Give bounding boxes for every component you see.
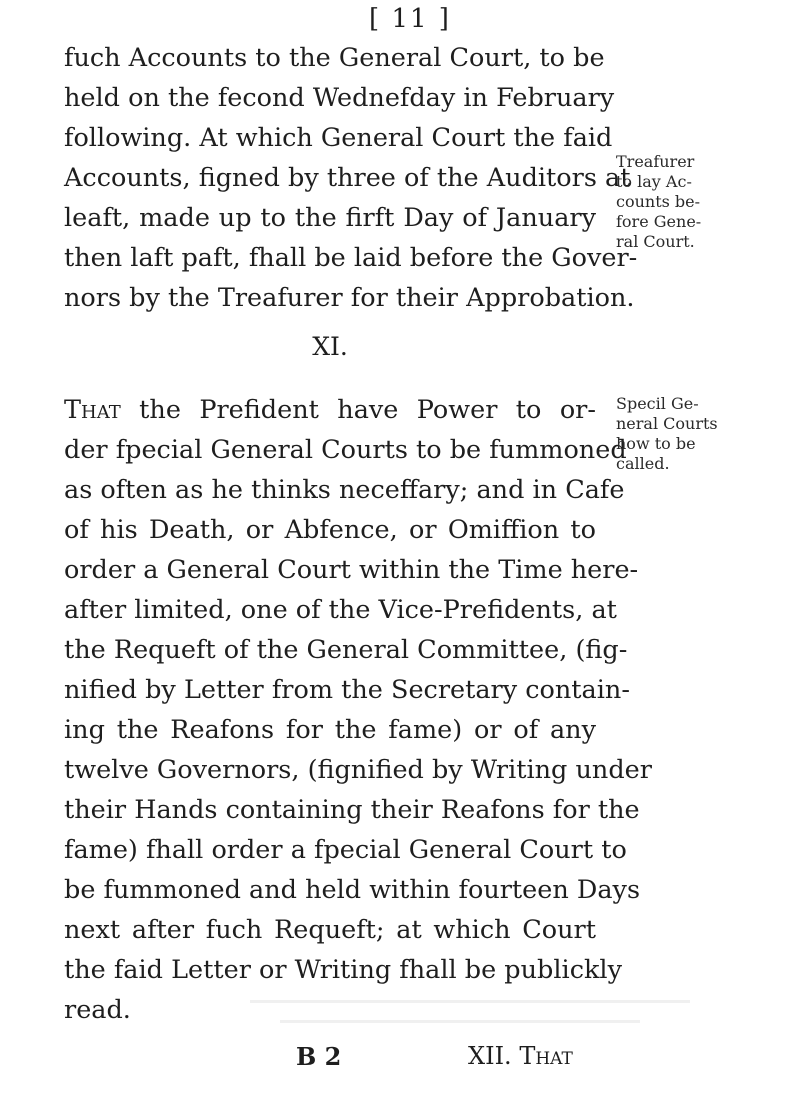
paragraph-1 [64,38,638,318]
paragraph-2-first-line-rest: the Prefident have Power to or- [120,395,596,425]
paragraph-2-line: read. [64,995,131,1025]
paragraph-1-line: then laft paft, fhall be laid before the Gover- [64,243,638,273]
paragraph-2-line: after limited, one of the Vice-Prefidents, at [64,595,617,625]
paragraph-2-line: fame) fhall order a fpecial General Court to [64,835,627,865]
catchword-word: That [519,1042,573,1070]
paragraph-2-line: order a General Court within the Time here- [64,555,639,585]
catchword-numeral: XII. [468,1042,512,1070]
margin-note-line: counts be- [616,192,701,211]
catchword [468,1042,573,1070]
paragraph-2-line: the faid Letter or Writing fhall be publickly [64,955,622,985]
paragraph-1-line [64,78,615,118]
show-through-smudge [240,990,700,1040]
paragraph-2-line: ing the Reafons for the fame) or of any [64,715,596,745]
paragraph-2-line: as often as he thinks neceffary; and in Cafe [64,475,625,505]
margin-note-special-courts [616,394,726,474]
margin-note-line: neral Courts [616,414,718,433]
paragraph-1-line: leaft, made up to the firft Day of January [64,203,596,233]
margin-note-line: ral Court. [616,232,695,251]
section-heading: XI. [312,332,348,361]
margin-note-line: Treafurer [616,152,695,171]
paragraph-2-line: of his Death, or Abfence, or Omiffion to [64,515,596,545]
paragraph-2-line: twelve Governors, (fignified by Writing under [64,755,652,785]
paragraph-1-line: Accounts, figned by three of the Auditors at [64,163,631,193]
paragraph-1-line-text: held on the fecond Wednefday in February [64,83,615,113]
paragraph-2-first-word: That [64,395,121,425]
margin-note-line: Specil Ge- [616,394,699,413]
paragraph-2-line: the Requeft of the General Committee, (fig- [64,635,628,665]
paragraph-2-line: der fpecial General Courts to be fummoned [64,435,627,465]
margin-note-treasurer [616,152,726,252]
paragraph-1-line: following. At which General Court the faid [64,123,613,153]
paragraph-1-line: nors by the Treafurer for their Approbation. [64,283,635,313]
paragraph-2-line: next after fuch Requeft; at which Court [64,915,596,945]
paragraph-2-line: their Hands containing their Reafons for the [64,795,640,825]
signature-mark: B 2 [296,1042,342,1071]
margin-note-line: how to be [616,434,696,453]
paragraph-2-line: be fummoned and held within fourteen Days [64,875,641,905]
margin-note-line: to lay Ac- [616,172,692,191]
paragraph-2-first-line [64,390,596,430]
margin-note-line: fore Gene- [616,212,702,231]
paragraph-1-line: fuch Accounts to the General Court, to be [64,43,605,73]
page-number: [ 11 ] [369,4,451,34]
margin-note-line: called. [616,454,670,473]
paragraph-2-line: nified by Letter from the Secretary contain- [64,675,630,705]
